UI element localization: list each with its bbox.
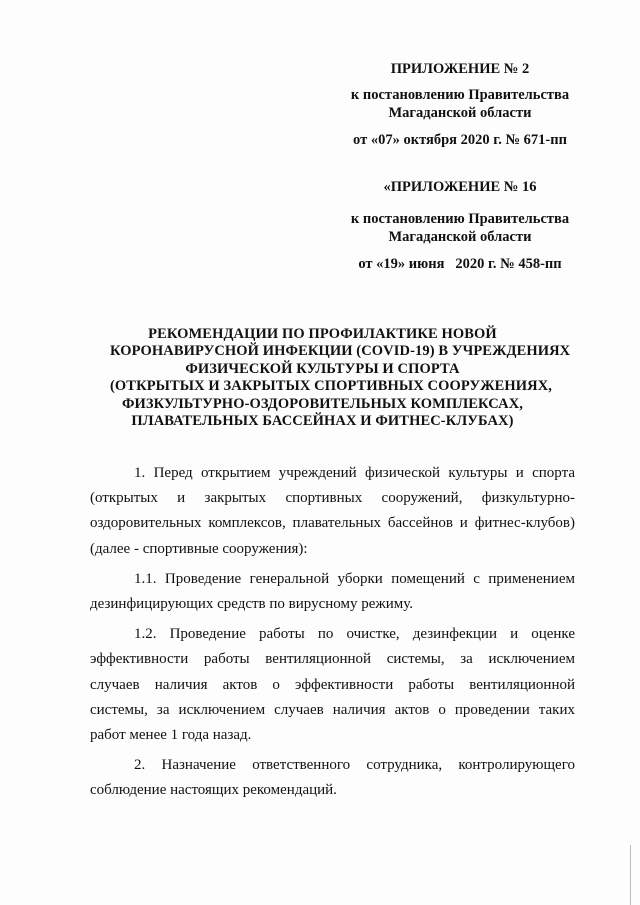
title-line: РЕКОМЕНДАЦИИ ПО ПРОФИЛАКТИКЕ НОВОЙ <box>148 326 497 342</box>
paragraph-1-2 <box>90 622 575 748</box>
paragraph-line: 1. Перед открытием учреждений физической культуры и спорта <box>134 465 575 481</box>
paragraph-line: 1.2. Проведение работы по очистке, дезинфекции и оценке <box>134 626 575 643</box>
appendix-2-title: ПРИЛОЖЕНИЕ № 2 <box>390 61 530 77</box>
paragraph-line: случаев наличия актов о эффективности работы вентиляционной <box>90 676 575 693</box>
paragraph-2 <box>90 753 575 803</box>
paragraph-line: 1.1. Проведение генеральной уборки помещений с применением <box>134 570 575 587</box>
title-line: ФИЗИЧЕСКОЙ КУЛЬТУРЫ И СПОРТА <box>185 360 460 377</box>
paragraph-line: оздоровительных комплексов, плавательных бассейнов и фитнес-клубов) <box>90 515 575 532</box>
paragraph-1 <box>90 461 575 562</box>
paragraph-line: (далее - спортивные сооружения): <box>90 540 308 557</box>
paragraph-line: дезинфицирующих средств по вирусному режиму. <box>90 596 414 613</box>
paragraph-line: соблюдение настоящих рекомендаций. <box>90 782 337 799</box>
scan-edge-mark <box>630 845 631 905</box>
appendix-16-reference-line: Магаданской области <box>388 229 532 245</box>
paragraph-line: эффективности работы вентиляционной системы, за исключением <box>90 651 575 668</box>
appendix-2-reference <box>330 86 590 122</box>
title-line: ПЛАВАТЕЛЬНЫХ БАССЕЙНАХ И ФИТНЕС-КЛУБАХ) <box>131 413 514 430</box>
title-line: КОРОНАВИРУСНОЙ ИНФЕКЦИИ (COVID-19) В УЧРЕЖДЕНИЯХ <box>110 343 571 360</box>
title-line: (ОТКРЫТЫХ И ЗАКРЫТЫХ СПОРТИВНЫХ СООРУЖЕНИЯХ, <box>110 378 553 395</box>
appendix-2-reference-line: к постановлению Правительства <box>350 87 570 103</box>
appendix-16-date: от «19» июня 2020 г. № 458-пп <box>358 256 562 272</box>
paragraph-1-1 <box>90 567 575 617</box>
appendix-16-reference-line: к постановлению Правительства <box>350 211 570 227</box>
paragraph-line: (открытых и закрытых спортивных сооружений, физкультурно- <box>90 490 575 507</box>
paragraph-line: системы, за исключением случаев наличия актов о проведении таких <box>90 701 575 718</box>
appendix-2-date: от «07» октября 2020 г. № 671-пп <box>353 132 567 148</box>
paragraph-line: 2. Назначение ответственного сотрудника, контролирующего <box>134 757 575 774</box>
paragraph-line: работ менее 1 года назад. <box>90 727 252 744</box>
title-line: ФИЗКУЛЬТУРНО-ОЗДОРОВИТЕЛЬНЫХ КОМПЛЕКСАХ, <box>122 395 523 412</box>
appendix-2-reference-line: Магаданской области <box>388 105 532 121</box>
document-title <box>110 326 571 430</box>
appendix-16-reference <box>330 210 590 246</box>
document-body <box>90 461 575 804</box>
appendix-16-title: «ПРИЛОЖЕНИЕ № 16 <box>383 179 537 195</box>
